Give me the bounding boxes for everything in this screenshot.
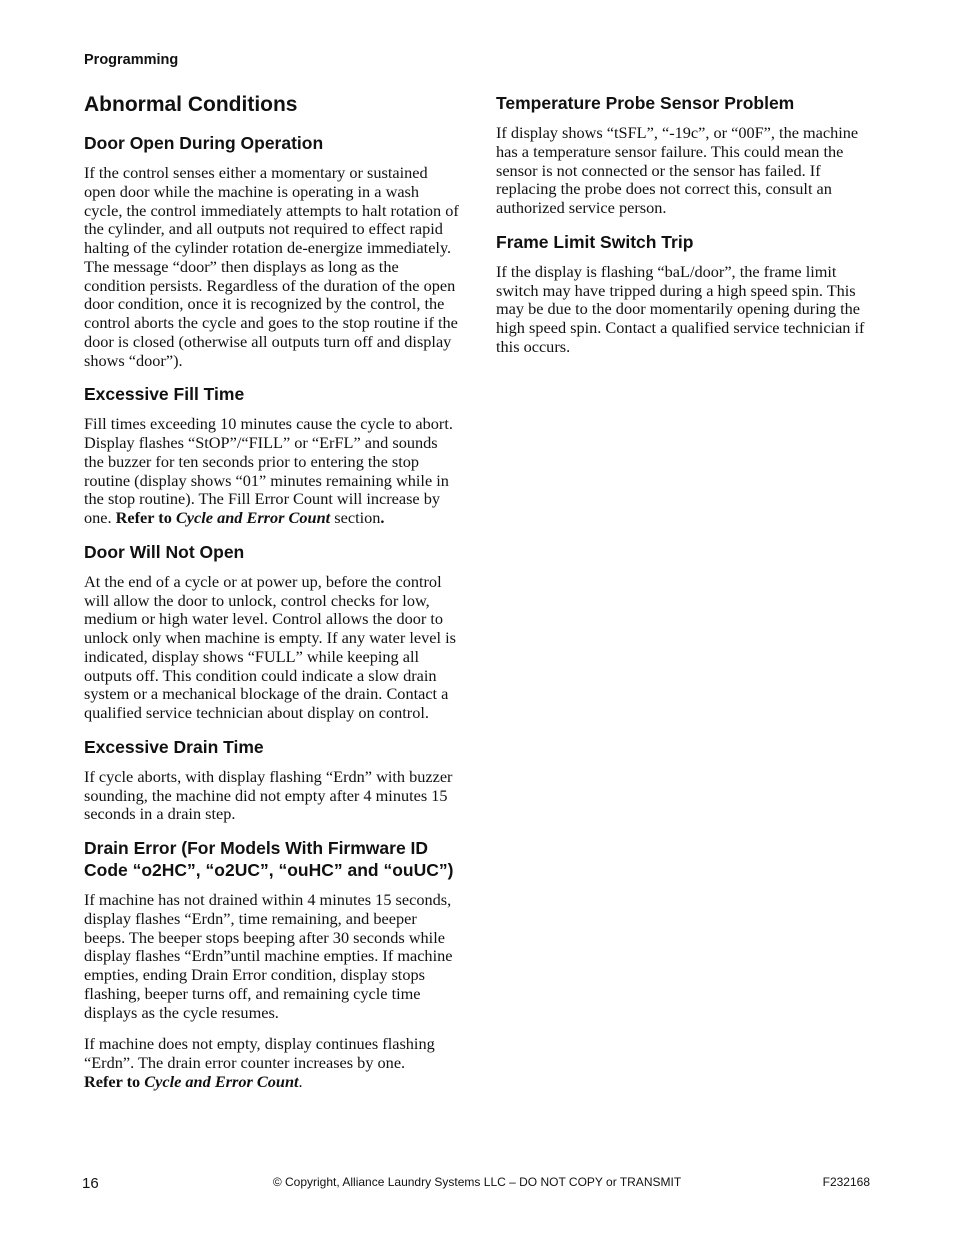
- section-paragraph: Fill times exceeding 10 minutes cause the cycle to abort. Display flashes “StOP”/“FILL” or “ErFL” and sounds the buzzer for ten seconds prior to entering the stop routine (display shows “01” minutes remaining while in the stop routine). The Fill Error Count will increase by one. Refer to Cycle and Error Count section.: [84, 414, 453, 527]
- section-heading: Door Open During Operation: [84, 133, 324, 153]
- section-heading: Frame Limit Switch Trip: [496, 231, 694, 252]
- section-heading: Excessive Fill Time: [84, 384, 245, 405]
- section-paragraph: If the display is flashing “baL/door”, the frame limit switch may have tripped during a high speed spin. This may be due to the door momentarily opening during the high speed spin. Contact a qualified service technician if this occurs.: [496, 261, 865, 356]
- section-excessive-drain: [84, 736, 460, 824]
- reference-suffix: section: [334, 508, 381, 527]
- reference-prefix: Refer to: [84, 1071, 141, 1091]
- section-heading: Drain Error (For Models With Firmware ID Code “o2HC”, “o2UC”, “ouHC” and “ouUC”): [84, 838, 454, 880]
- section-paragraph: If display shows “tSFL”, “-19c”, or “00F”, the machine has a temperature sensor failure. This could mean the sensor is not connected or the sensor has failed. If replacing the probe does not correct this, consult an authorized service person.: [496, 123, 859, 217]
- paragraph-text: Fill times exceeding 10 minutes cause the cycle to abort. Display flashes “StOP”/“FILL” or “ErFL” and sounds the buzzer for ten seconds prior to entering the stop routine (display shows “01” minutes remaining while in the stop routine). The Fill Error Count will increase by one.: [84, 414, 453, 527]
- section-temperature-probe: [496, 92, 870, 218]
- section-heading: Door Will Not Open: [84, 541, 245, 562]
- section-paragraph: If machine has not drained within 4 minutes 15 seconds, display flashes “Erdn”, time remaining, and beeper beeps. The beeper stops beeping after 30 seconds while display flashes “Erdn”until machine empties. If machine empties, ending Drain Error condition, display stops flashing, beeper turns off, and remaining cycle time displays as the cycle resumes.: [84, 890, 453, 1022]
- reference-prefix: Refer to: [115, 508, 172, 527]
- section-heading: Temperature Probe Sensor Problem: [496, 93, 795, 113]
- page-title: Abnormal Conditions: [84, 93, 298, 116]
- section-door-open: [84, 132, 460, 370]
- reference-link[interactable]: Cycle and Error Count: [144, 1071, 299, 1091]
- section-paragraph: If the control senses either a momentary or sustained open door while the machine is operating in a wash cycle, the control immediately attempts to halt rotation of the cylinder, and all outputs not required to effect rapid halting of the cylinder rotation de-energize immediately. The message “door” then displays as long as the condition persists. Regardless of the duration of the open door condition, once it is recognized by the control, the control aborts the cycle and goes to the stop routine if the door is closed (otherwise all outputs turn off and display shows “door”).: [84, 163, 459, 370]
- section-paragraph: If machine does not empty, display continues flashing “Erdn”. The drain error counter increases by one. Refer to Cycle and Error Count.: [84, 1034, 435, 1091]
- copyright-notice: © Copyright, Alliance Laundry Systems LLC – DO NOT COPY or TRANSMIT: [272, 1175, 682, 1189]
- section-drain-error: [84, 837, 460, 1092]
- reference-link[interactable]: Cycle and Error Count: [175, 508, 331, 527]
- section-header: Programming: [84, 52, 179, 68]
- section-frame-limit: [496, 231, 870, 357]
- section-door-will-not-open: [84, 541, 460, 723]
- right-column: [496, 92, 870, 370]
- section-paragraph: If cycle aborts, with display flashing “Erdn” with buzzer sounding, the machine did not empty after 4 minutes 15 seconds in a drain step.: [84, 766, 453, 824]
- page-number: 16: [82, 1175, 99, 1192]
- paragraph-text: If machine does not empty, display continues flashing “Erdn”. The drain error counter increases by one.: [84, 1034, 435, 1072]
- section-paragraph: At the end of a cycle or at power up, before the control will allow the door to unlock, control checks for low, medium or high water level. Control allows the door to unlock only when machine is empty. If any water level is indicated, display shows “FULL” while keeping all outputs off. This condition could indicate a slow drain system or a mechanical blockage of the drain. Contact a qualified service technician about display on control.: [84, 571, 456, 722]
- section-excessive-fill: [84, 383, 460, 528]
- section-heading: Excessive Drain Time: [84, 736, 264, 757]
- left-column: [84, 92, 460, 1105]
- document-code: F232168: [822, 1175, 870, 1189]
